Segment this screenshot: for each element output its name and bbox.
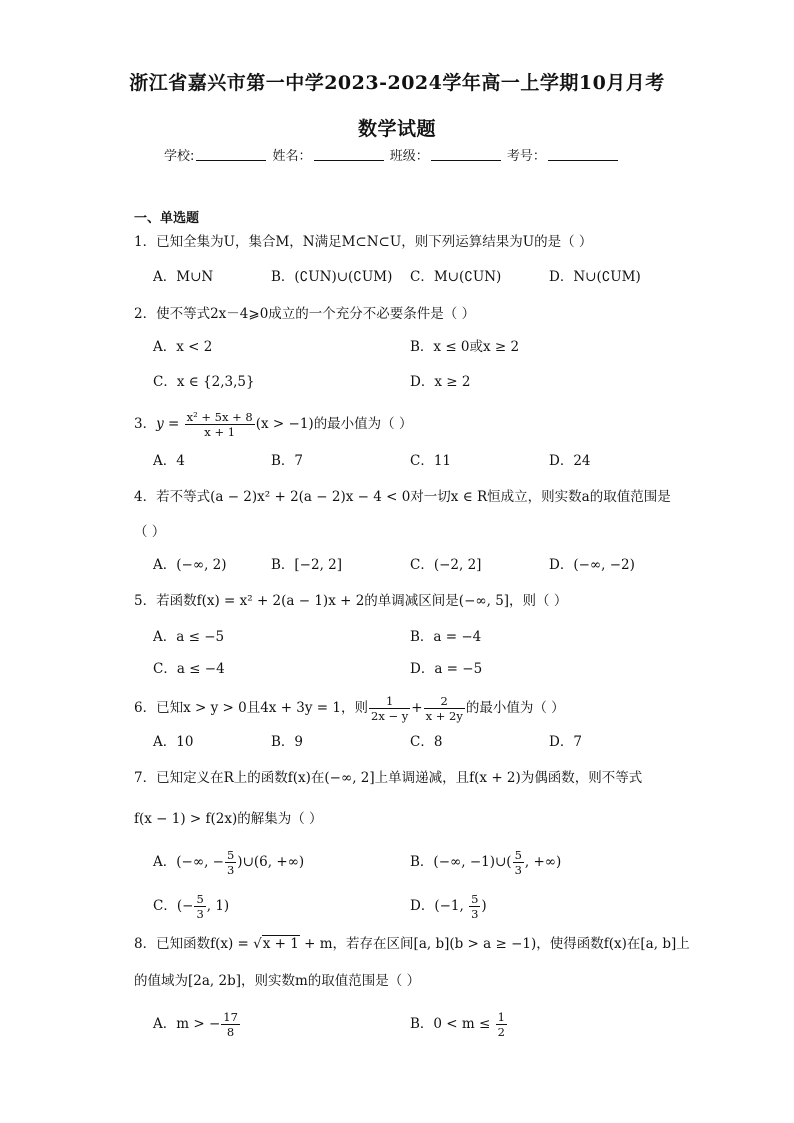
number-blank[interactable] xyxy=(548,148,618,161)
q7-c-close: , 1) xyxy=(206,898,230,914)
q3-prefix: 3． xyxy=(134,416,157,432)
q8-prefix: 8．已知函数f(x) = xyxy=(134,936,254,952)
q6-fraction-2 xyxy=(424,694,465,723)
q6-option-a: A．10 xyxy=(153,734,194,750)
q4-option-d: D．(−∞, −2) xyxy=(549,557,635,573)
question-6-stem xyxy=(134,694,565,723)
q7-b-open: (−∞, −1)∪( xyxy=(433,854,512,870)
q8-b-prefix: B．0 < m ≤ xyxy=(410,1016,495,1032)
q7-d-open: (−1, xyxy=(434,898,469,914)
question-8-stem xyxy=(134,935,690,953)
q7-b-denominator: 3 xyxy=(514,863,522,877)
q7-d-close: ) xyxy=(481,898,487,914)
exam-title-line1: 浙江省嘉兴市第一中学2023-2024学年高一上学期10月月考 xyxy=(129,72,665,94)
q5-option-d: D．a = −5 xyxy=(410,661,483,677)
q3-suffix: 的最小值为（ ） xyxy=(313,416,413,432)
q5-option-b: B．a = −4 xyxy=(410,629,482,645)
q8-a-denominator: 8 xyxy=(226,1025,235,1039)
question-8-stem-line2: 的值域为[2a, 2b]，则实数m的取值范围是（ ） xyxy=(134,973,421,989)
q6-denominator-2: x + 2y xyxy=(425,709,463,723)
q4-option-b: B．[−2, 2] xyxy=(271,557,343,573)
q2-option-b: B．x ≤ 0或x ≥ 2 xyxy=(410,339,520,355)
name-label: 姓名： xyxy=(272,149,312,164)
q7-option-c xyxy=(153,892,229,921)
q7-option-b xyxy=(410,848,561,877)
q6-fraction-1 xyxy=(369,694,410,723)
q7-d-fraction xyxy=(469,892,480,921)
q8-a-fraction xyxy=(221,1010,240,1039)
q6-numerator-1: 1 xyxy=(369,694,410,709)
number-label: 考号： xyxy=(506,149,546,164)
q6-denominator-1: 2x − y xyxy=(371,709,409,723)
q6-option-c: C．8 xyxy=(410,734,443,750)
question-7-stem-line2: f(x − 1) > f(2x)的解集为（ ） xyxy=(134,811,323,827)
q6-plus: + xyxy=(411,700,423,716)
q7-b-prefix: B． xyxy=(410,854,434,870)
q7-c-prefix: C． xyxy=(153,898,177,914)
class-blank[interactable] xyxy=(431,148,501,161)
q7-c-fraction xyxy=(194,892,205,921)
q8-radical-sign: √ xyxy=(253,936,262,952)
q1-option-a: A．M∪N xyxy=(153,269,214,285)
q3-numerator: x² + 5x + 8 xyxy=(186,410,253,424)
school-blank[interactable] xyxy=(196,148,266,161)
q3-y: y = xyxy=(156,416,180,432)
q3-option-a: A．4 xyxy=(153,453,185,469)
q8-radicand: x + 1 xyxy=(262,936,299,952)
q8-b-numerator: 1 xyxy=(497,1010,505,1024)
q7-c-numerator: 5 xyxy=(196,892,204,906)
q7-b-numerator: 5 xyxy=(514,848,522,862)
q6-numerator-2: 2 xyxy=(424,694,465,709)
q3-condition: (x > −1) xyxy=(255,416,314,432)
q2-option-c: C．x ∈ {2,3,5} xyxy=(153,374,255,390)
q7-c-open: (− xyxy=(176,898,194,914)
q7-d-denominator: 3 xyxy=(471,907,479,921)
school-label: 学校: xyxy=(164,149,195,164)
q3-fraction xyxy=(185,410,255,439)
q7-d-numerator: 5 xyxy=(471,892,479,906)
q3-option-d: D．24 xyxy=(549,453,591,469)
question-1-stem: 1．已知全集为U，集合M，N满足M⊂N⊂U，则下列运算结果为U的是（ ） xyxy=(134,234,593,250)
exam-title-line2: 数学试题 xyxy=(357,118,436,140)
q8-a-numerator: 17 xyxy=(223,1010,238,1024)
q3-option-c: C．11 xyxy=(410,453,452,469)
q6-prefix: 6．已知x > y > 0且4x + 3y = 1，则 xyxy=(134,700,369,716)
q4-option-a: A．(−∞, 2) xyxy=(153,557,227,573)
q7-b-close: , +∞) xyxy=(524,854,562,870)
q7-b-fraction xyxy=(513,848,524,877)
question-2-stem: 2．使不等式2x－4⩾0成立的一个充分不必要条件是（ ） xyxy=(134,306,476,322)
q8-rest: + m，若存在区间[a, b](b > a ≥ −1)，使得函数f(x)在[a, b]上 xyxy=(299,936,690,952)
q5-option-c: C．a ≤ −4 xyxy=(153,661,225,677)
question-4-stem-line2: （ ） xyxy=(134,524,166,540)
q7-a-prefix: A． xyxy=(153,854,177,870)
q6-suffix: 的最小值为（ ） xyxy=(465,700,565,716)
q7-option-a xyxy=(153,848,304,877)
q5-option-a: A．a ≤ −5 xyxy=(153,629,225,645)
q7-a-open: (−∞, − xyxy=(176,854,224,870)
question-5-stem: 5．若函数f(x) = x² + 2(a − 1)x + 2的单调减区间是(−∞, 5]，则（ ） xyxy=(134,593,568,609)
q6-option-d: D．7 xyxy=(549,734,582,750)
q1-option-d: D．N∪(∁UM) xyxy=(549,269,641,285)
q3-option-b: B．7 xyxy=(271,453,304,469)
section-heading: 一、单选题 xyxy=(134,211,200,226)
question-7-stem: 7．已知定义在R上的函数f(x)在(−∞, 2]上单调递减，且f(x + 2)为偶函数，则不等式 xyxy=(134,770,643,786)
q7-c-denominator: 3 xyxy=(196,907,204,921)
name-blank[interactable] xyxy=(314,148,384,161)
class-label: 班级： xyxy=(389,149,429,164)
q8-option-a xyxy=(153,1010,241,1039)
q7-a-close: )∪(6, +∞) xyxy=(237,854,305,870)
q7-option-d xyxy=(410,892,487,921)
q4-option-c: C．(−2, 2] xyxy=(410,557,482,573)
q7-a-denominator: 3 xyxy=(226,863,235,877)
q8-option-b xyxy=(410,1010,508,1039)
q6-option-b: B．9 xyxy=(271,734,304,750)
q8-b-denominator: 2 xyxy=(497,1025,505,1039)
student-info-row xyxy=(164,145,620,164)
q7-a-fraction xyxy=(225,848,236,877)
q2-option-a: A．x < 2 xyxy=(153,339,213,355)
q7-a-numerator: 5 xyxy=(226,848,235,862)
question-3-stem xyxy=(134,410,412,439)
q1-option-b: B．(∁UN)∪(∁UM) xyxy=(271,269,393,285)
q7-d-prefix: D． xyxy=(410,898,435,914)
q8-b-fraction xyxy=(496,1010,507,1039)
q3-denominator: x + 1 xyxy=(204,425,236,439)
q1-option-c: C．M∪(∁UN) xyxy=(410,269,502,285)
q2-option-d: D．x ≥ 2 xyxy=(410,374,471,390)
question-4-stem: 4．若不等式(a − 2)x² + 2(a − 2)x − 4 < 0对一切x ∈ R恒成立，则实数a的取值范围是 xyxy=(134,489,671,505)
q8-a-prefix: A．m > − xyxy=(153,1016,221,1032)
